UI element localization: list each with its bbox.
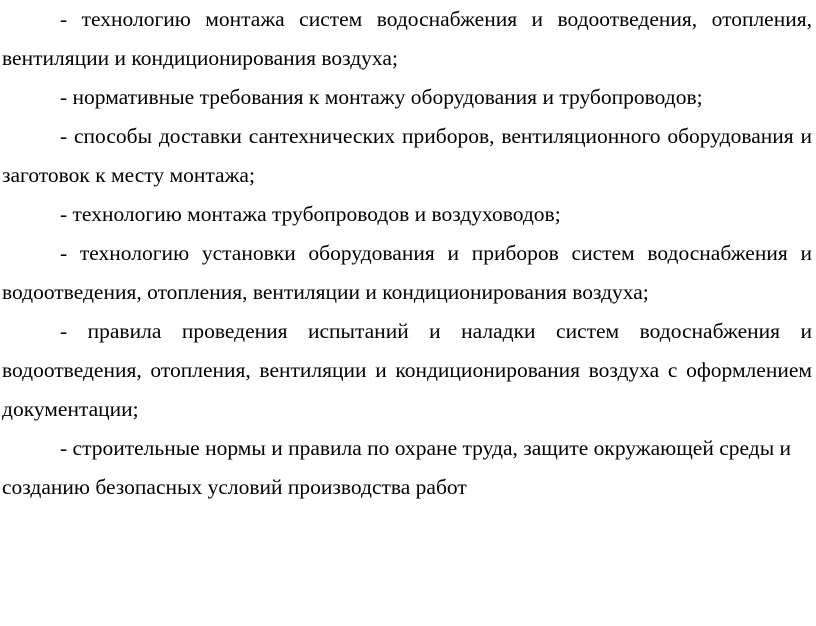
list-item-building-codes: - строительные нормы и правила по охране труда, защите окружающей среды и созданию безопасных условий производства работ [2,436,792,499]
document-body [2,0,812,507]
list-item-delivery-methods: - способы доставки сантехнических приборов, вентиляционного оборудования и заготовок к месту монтажа; [2,124,812,187]
list-item-pipeline-technology: - технологию монтажа трубопроводов и воздуховодов; [60,202,561,226]
list-item-normative-requirements: - нормативные требования к монтажу оборудования и трубопроводов; [60,85,703,109]
list-item-installation-technology: - технологию монтажа систем водоснабжения и водоотведения, отопления, вентиляции и кондиционирования воздуха; [2,7,812,70]
list-item-testing-rules: - правила проведения испытаний и наладки систем водоснабжения и водоотведения, отопления, вентиляции и кондиционирования воздуха с оформлением документации; [2,319,812,421]
list-item-equipment-installation: - технологию установки оборудования и приборов систем водоснабжения и водоотведения, отопления, вентиляции и кондиционирования воздуха; [2,241,812,304]
